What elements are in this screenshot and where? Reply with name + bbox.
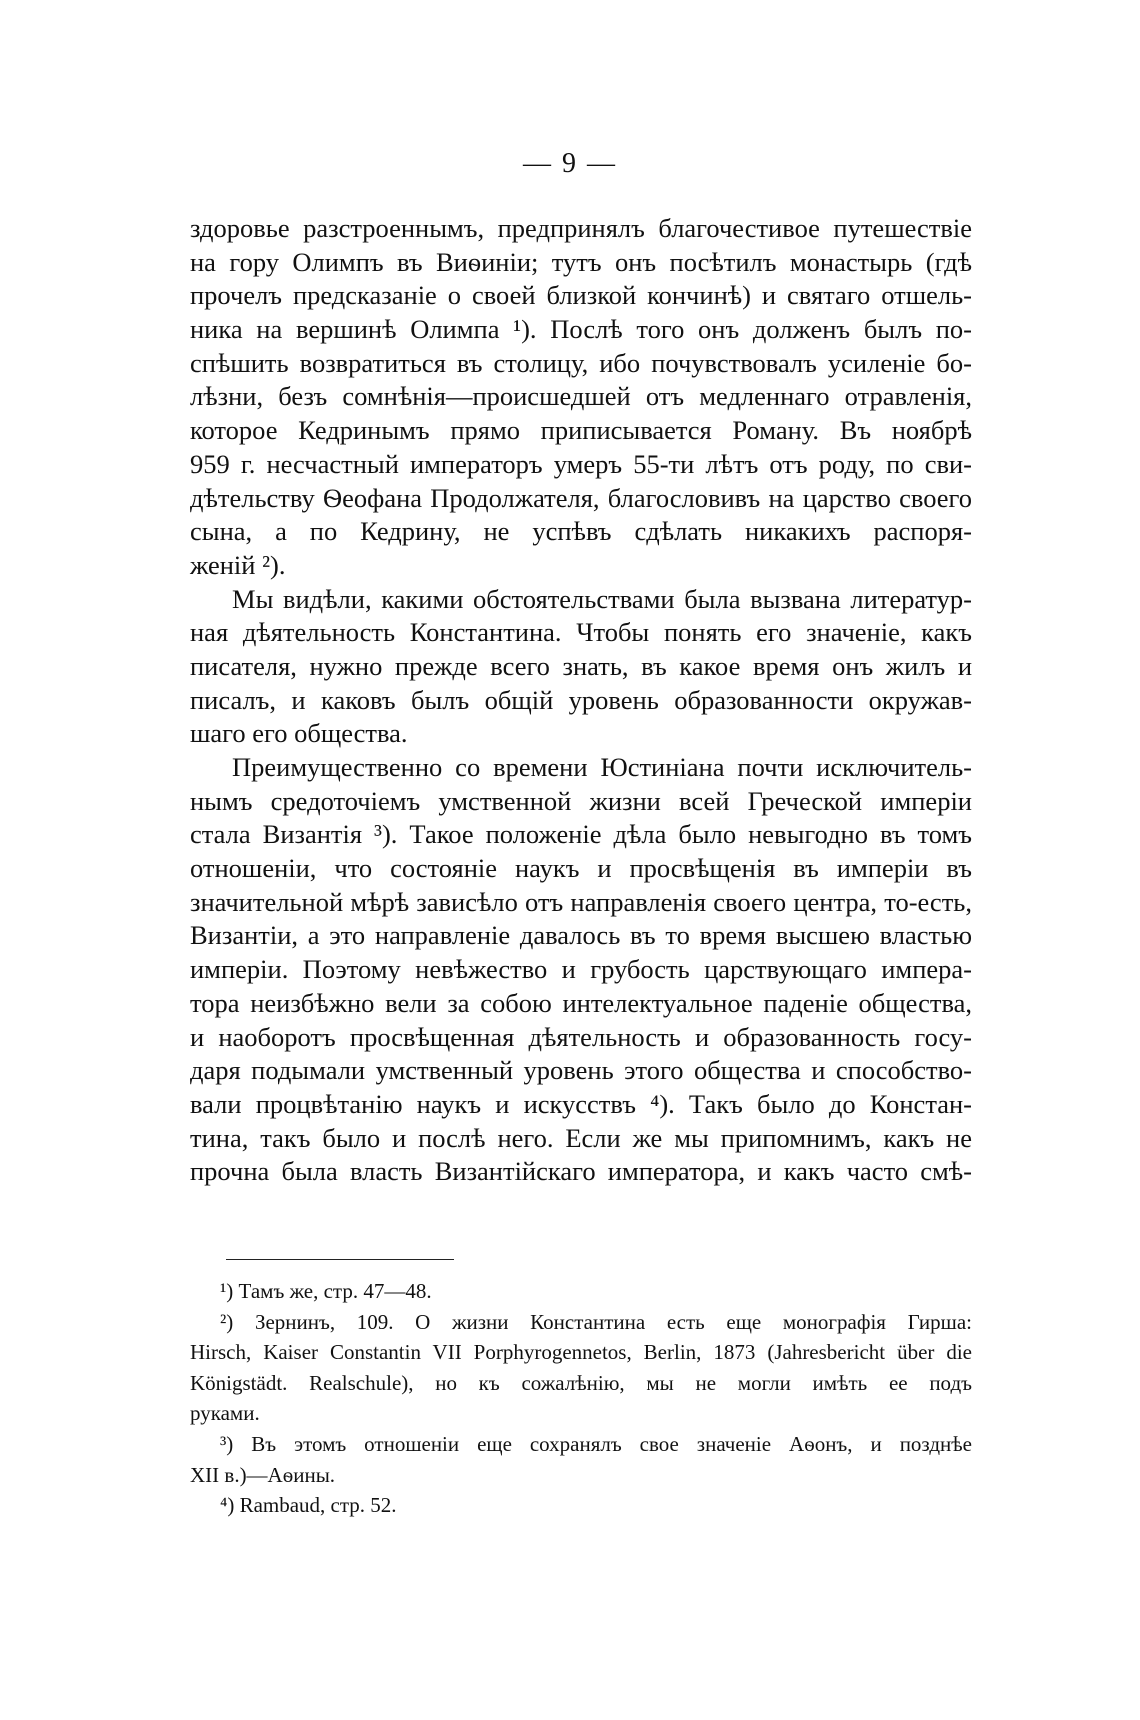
text-line: стала Византія ³). Такое положеніе дѣла было невыгодно въ томъ (190, 819, 972, 850)
footnote (190, 1307, 972, 1429)
text-line: здоровье разстроеннымъ, предпринялъ благочестивое путешествіе (190, 213, 972, 243)
paragraph (190, 212, 972, 583)
footnote-line: ¹) Тамъ же, стр. 47—48. (220, 1279, 432, 1303)
page-number: — 9 — (523, 148, 617, 179)
paragraph (190, 583, 972, 751)
text-line: Мы видѣли, какими обстоятельствами была вызвана литератур- (232, 583, 972, 614)
footnote-separator (226, 1259, 454, 1260)
footnote (190, 1276, 972, 1307)
text-line: имперіи. Поэтому невѣжество и грубость царствующаго импера- (190, 954, 972, 985)
text-line: нымъ средоточіемъ умственной жизни всей Греческой имперіи (190, 785, 972, 816)
footnote-line: Hirsch, Kaiser Constantin VII Porphyrogennetos, Berlin, 1873 (Jahresbericht über die (190, 1340, 972, 1365)
text-line: писалъ, и каковъ былъ общій уровень образованности окружав- (190, 684, 972, 715)
footnote (190, 1429, 972, 1490)
text-line: спѣшить возвратиться въ столицу, ибо почувствовалъ усиленіе бо- (190, 347, 972, 378)
footnotes (190, 1276, 972, 1521)
footnote-line: XII в.)—Аѳины. (190, 1462, 336, 1487)
text-line: отношеніи, что состояніе наукъ и просвѣщенія въ имперіи въ (190, 853, 972, 884)
text-line: которое Кедринымъ прямо приписывается Роману. Въ ноябрѣ (190, 415, 972, 446)
footnote-line: ⁴) Rambaud, стр. 52. (220, 1493, 397, 1518)
text-line: шаго его общества. (190, 718, 408, 749)
footnote-line: руками. (190, 1401, 260, 1426)
text-line: Византіи, а это направленіе давалось въ то время высшею властью (190, 920, 972, 951)
text-line: на гору Олимпъ въ Виѳиніи; тутъ онъ посѣтилъ монастырь (гдѣ (190, 246, 972, 277)
footnote-line: ²) Зернинъ, 109. О жизни Константина есть еще монографія Гирша: (220, 1309, 972, 1334)
text-line: ная дѣятельность Константина. Чтобы понять его значеніе, какъ (190, 617, 972, 648)
text-line: тора неизбѣжно вели за собою интелектуальное паденіе общества, (190, 987, 972, 1018)
text-line: дѣтельству Ѳеофана Продолжателя, благословивъ на царство своего (190, 482, 972, 513)
footnote-line: Königstädt. Realschule), но къ сожалѣнію, мы не могли имѣть ее подъ (190, 1370, 972, 1395)
text-line: 959 г. несчастный императоръ умеръ 55-ти лѣтъ отъ роду, по сви- (190, 448, 972, 479)
footnote-line: ³) Въ этомъ отношеніи еще сохранялъ свое значеніе Аѳонъ, и позднѣе (220, 1431, 972, 1456)
footnote (190, 1490, 972, 1521)
paragraph (190, 751, 972, 1189)
text-line: женій ²). (190, 549, 286, 580)
text-line: прочна была власть Византійскаго императора, и какъ часто смѣ- (190, 1156, 972, 1187)
text-line: Преимущественно со времени Юстиніана почти исключитель- (232, 752, 972, 782)
text-line: прочелъ предсказаніе о своей близкой кончинѣ) и святаго отшель- (190, 280, 972, 311)
text-line: даря подымали умственный уровень этого общества и способство- (190, 1055, 972, 1086)
text-line: лѣзни, безъ сомнѣнія—происшедшей отъ медленнаго отравленія, (190, 381, 972, 412)
text-line: и наоборотъ просвѣщенная дѣятельность и образованность госу- (190, 1021, 972, 1052)
text-line: писателя, нужно прежде всего знать, въ какое время онъ жилъ и (190, 650, 972, 681)
body-text (190, 212, 972, 1189)
text-line: вали процвѣтанію наукъ и искусствъ ⁴). Такъ было до Констан- (190, 1088, 972, 1119)
text-line: сына, а по Кедрину, не успѣвъ сдѣлать никакихъ распоря- (190, 516, 972, 547)
text-line: значительной мѣрѣ зависѣло отъ направленія своего центра, то-есть, (190, 886, 972, 917)
text-line: ника на вершинѣ Олимпа ¹). Послѣ того онъ долженъ былъ по- (190, 314, 972, 345)
text-line: тина, такъ было и послѣ него. Если же мы припомнимъ, какъ не (190, 1122, 972, 1153)
